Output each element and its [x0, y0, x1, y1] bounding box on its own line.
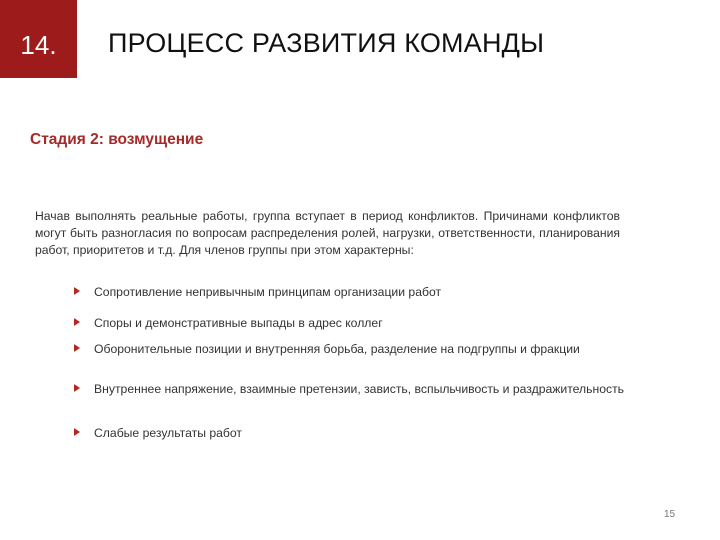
list-item [72, 341, 632, 357]
list-item [72, 284, 441, 300]
list-item-text: Внутреннее напряжение, взаимные претензии, зависть, вспыльчивость и раздражительность [94, 382, 625, 396]
list-item-text: Сопротивление непривычным принципам организации работ [94, 285, 442, 299]
list-item-text: Споры и демонстративные выпады в адрес коллег [94, 316, 383, 330]
bullet-marker-icon [74, 318, 80, 326]
bullet-marker-icon [74, 428, 80, 436]
intro-paragraph: Начав выполнять реальные работы, группа вступает в период конфликтов. Причинами конфликтов могут быть разногласия по вопросам распределения ролей, нагрузки, ответственности, планирования работ, приоритетов и т.д. Для членов группы при этом характерны: [35, 209, 620, 257]
list-item-text: Слабые результаты работ [94, 426, 242, 440]
bullet-marker-icon [74, 344, 80, 352]
bullet-marker-icon [74, 384, 80, 392]
list-item [72, 425, 242, 441]
slide-number-badge [0, 0, 77, 78]
list-item [72, 381, 632, 397]
list-item-text: Оборонительные позиции и внутренняя борьба, разделение на подгруппы и фракции [94, 342, 580, 356]
slide-number-label: 14. [20, 30, 57, 60]
stage-title: Стадия 2: возмущение [30, 131, 204, 148]
bullet-marker-icon [74, 287, 80, 295]
page-title: ПРОЦЕСС РАЗВИТИЯ КОМАНДЫ [108, 28, 545, 58]
page-number: 15 [664, 509, 676, 520]
list-item [72, 315, 383, 331]
